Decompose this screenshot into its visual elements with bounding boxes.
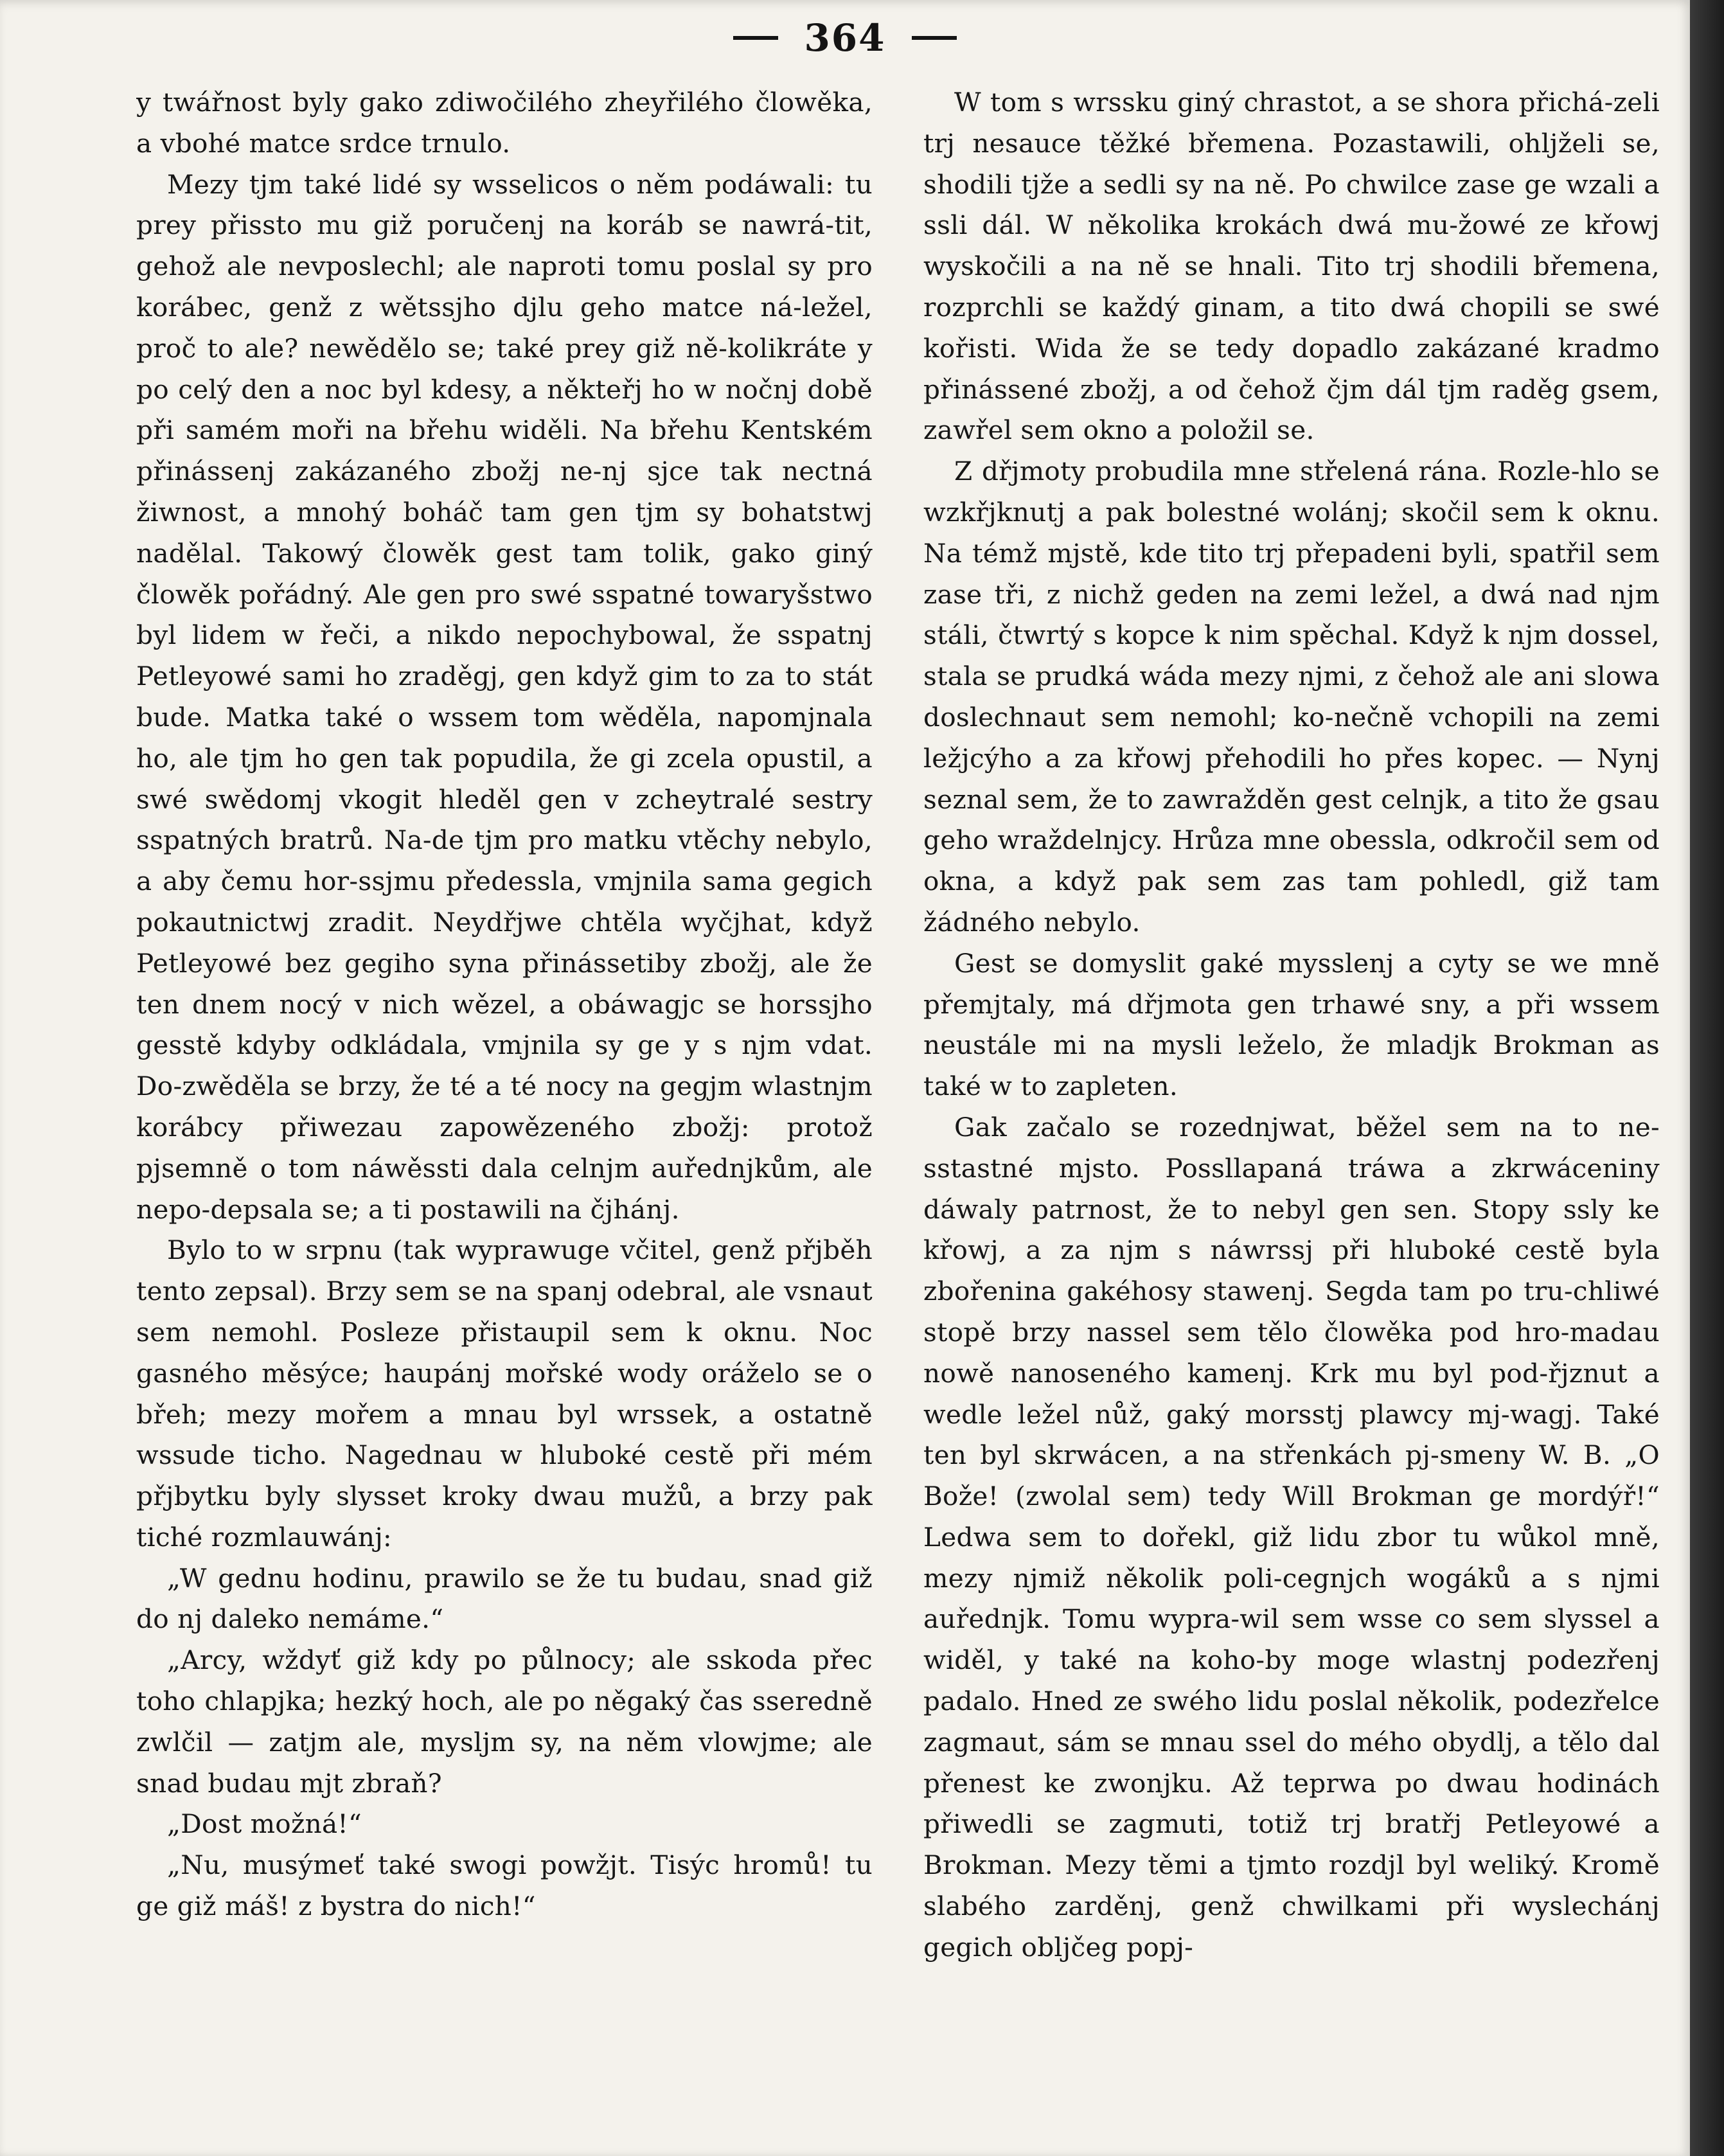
page-number: 364 bbox=[804, 16, 886, 60]
paragraph: Mezy tjm také lidé sy wsselicos o něm podáwali: tu prey přissto mu giž poručenj na koráb se nawrá-tit, gehož ale nevposlechl; ale naproti tomu poslal sy pro korábec, genž z wětssjho djlu geho matce ná-ležel, proč to ale? newědělo se; také prey giž ně-kolikráte y po celý den a noc byl kdesy, a někteřj ho w nočnj době při samém moři na břehu widěli. Na břehu Kentském přinássenj zakázaného zbožj ne-nj sjce tak nectná žiwnost, a mnohý boháč tam gen tjm sy bohatstwj nadělal. Takowý člowěk gest tam tolik, gako giný člowěk pořádný. Ale gen pro swé sspatné towaryšstwo byl lidem w řeči, a nikdo nepochybowal, že sspatnj Petleyowé sami ho zraděgj, gen když gim to za to stát bude. Matka také o wssem tom wěděla, napomjnala ho, ale tjm ho gen tak popudila, že gi zcela opustil, a swé swědomj vkogit hleděl gen v zcheytralé sestry sspatných bratrů. Na-de tjm pro matku vtěchy nebylo, a aby čemu hor-ssjmu předessla, vmjnila sama gegich pokautnictwj zradit. Neydřjwe chtěla wyčjhat, když Petleyowé bez gegiho syna přinássetiby zbožj, ale že ten dnem nocý v nich wězel, a obáwagjc se horssjho gesstě kdyby odkládala, vmjnila sy ge y s njm vdat. Do-zwěděla se brzy, že té a té nocy na gegjm wlastnjm korábcy přiwezau zapowězeného zbožj: protož pjsemně o tom náwěssti dala celnjm auřednjkům, ale nepo-depsala se; a ti postawili na čjhánj. bbox=[136, 168, 873, 1225]
page-header bbox=[0, 9, 1690, 67]
scan-edge-shadow bbox=[1690, 0, 1724, 2156]
dialogue-line: „W gednu hodinu, prawilo se že tu budau, snad giž do nj daleko nemáme.“ bbox=[136, 1562, 873, 1635]
paragraph: Z dřjmoty probudila mne střelená rána. Rozle-hlo se wzkřjknutj a pak bolestné wolánj; skočil sem k oknu. Na témž mjstě, kde tito trj přepadeni byli, spatřil sem zase tři, z nichž geden na zemi ležel, a dwá nad njm stáli, čtwrtý s kopce k nim spěchal. Když k njm dossel, stala se prudká wáda mezy njmi, z čehož ale ani slowa doslechnaut sem nemohl; ko-nečně vchopili na zemi ležjcýho a za křowj přehodili ho přes kopec. — Nynj seznal sem, že to zawražděn gest celnjk, a tito že gsau geho wraždelnjcy. Hrůza mne obessla, odkročil sem od okna, a když pak sem zas tam pohledl, giž tam žádného nebylo. bbox=[923, 456, 1660, 938]
paragraph: y twářnost byly gako zdiwočilého zheyřilého člowěka, a vbohé matce srdce trnulo. bbox=[136, 87, 873, 159]
dialogue-line: „Nu, musýmeť také swogi powžjt. Tisýc hromů! tu ge giž máš! z bystra do nich!“ bbox=[136, 1849, 873, 1922]
paragraph: Gest se domyslit gaké mysslenj a cyty se we mně přemjtaly, má dřjmota gen trhawé sny, a při wssem neustále mi na mysli leželo, že mladjk Brokman as také w to zapleten. bbox=[923, 947, 1660, 1102]
right-dash-ornament bbox=[912, 36, 957, 40]
right-text-column bbox=[923, 82, 1660, 2081]
paragraph: Gak začalo se rozednjwat, běžel sem na to ne-sstastné mjsto. Possllapaná tráwa a zkrwáceniny dáwaly patrnost, že to nebyl gen sen. Stopy ssly ke křowj, a za njm s náwrssj při hluboké cestě byla zbořenina gakéhosy stawenj. Segda tam po tru-chliwé stopě brzy nassel sem tělo člowěka pod hro-madau nowě nanoseného kamenj. Krk mu byl pod-řjznut a wedle ležel nůž, gaký morsstj plawcy mj-wagj. Také ten byl skrwácen, a na střenkách pj-smeny W. B. „O Bože! (zwolal sem) tedy Will Brokman ge mordýř!“ Ledwa sem to dořekl, giž lidu zbor tu wůkol mně, mezy njmiž několik poli-cegnjch wogáků a s njmi auřednjk. Tomu wypra-wil sem wsse co sem slyssel a widěl, y také na koho-by moge wlastnj podezřenj padalo. Hned ze swého lidu poslal několik, podezřelce zagmaut, sám se mnau ssel do mého obydlj, a tělo dal přenest ke zwonjku. Až teprwa po dwau hodinách přiwedli se zagmuti, totiž trj bratřj Petleyowé a Brokman. Mezy těmi a tjmto rozdjl byl weliký. Kromě slabého zarděnj, genž chwilkami při wyslechánj gegich obljčeg popj- bbox=[923, 1111, 1660, 1963]
paragraph: Bylo to w srpnu (tak wyprawuge včitel, genž přjběh tento zepsal). Brzy sem se na spanj odebral, ale vsnaut sem nemohl. Posleze přistaupil sem k oknu. Noc gasného měsýce; haupánj mořské wody oráželo se o břeh; mezy mořem a mnau byl wrssek, a ostatně wssude ticho. Nagednau w hluboké cestě při mém přjbytku byly slysset kroky dwau mužů, a brzy pak tiché rozmlauwánj: bbox=[136, 1234, 873, 1553]
left-text-column bbox=[136, 82, 873, 2081]
dialogue-line: „Arcy, wždyť giž kdy po půlnocy; ale sskoda přec toho chlapjka; hezký hoch, ale po něgaký čas sseredně zwlčil — zatjm ale, myslјm sy, na něm vlowjme; ale snad budau mjt zbraň? bbox=[136, 1644, 873, 1799]
dialogue-line: „Dost možná!“ bbox=[167, 1808, 362, 1840]
left-dash-ornament bbox=[733, 36, 778, 40]
paragraph: W tom s wrssku giný chrastot, a se shora přichá-zeli trj nesauce těžké břemena. Pozastawili, ohljželi se, shodili tjže a sedli sy na ně. Po chwilce zase ge wzali a ssli dál. W několika krokách dwá mu-žowé ze křowj wyskočili a na ně se hnali. Tito trj shodili břemena, rozprchli se každý ginam, a tito dwá chopili se swé kořisti. Wida že se tedy dopadlo zakázané kradmo přinássené zbožj, a od čehož čjm dál tjm raděg gsem, zawřel sem okno a položil se. bbox=[923, 87, 1660, 446]
